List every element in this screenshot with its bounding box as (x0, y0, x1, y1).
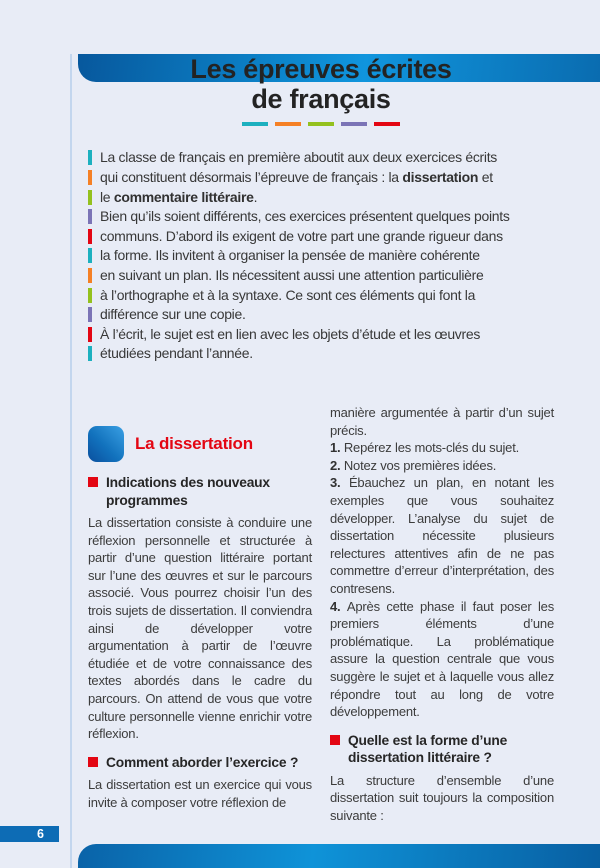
red-square-bullet (330, 735, 340, 745)
intro-paragraphs (88, 148, 554, 364)
intro-line-text: communs. D’abord ils exigent de votre part une grande rigueur dans (100, 227, 503, 244)
page-number: 6 (37, 827, 44, 841)
intro-line-accent-bar (88, 288, 92, 303)
title-underline-dashes (88, 122, 554, 126)
intro-line-text: Bien qu’ils soient différents, ces exercices présentent quelques points (100, 208, 510, 225)
subsection-heading-text: Quelle est la forme d’une dissertation littéraire ? (348, 732, 508, 766)
intro-line (88, 325, 554, 345)
body-paragraph: La structure d’ensemble d’une dissertation suit toujours la composition suivante : (330, 772, 554, 823)
blue-rounded-square-icon (88, 426, 124, 462)
intro-line (88, 266, 554, 286)
intro-line-accent-bar (88, 150, 92, 165)
intro-line (88, 344, 554, 364)
intro-line-text: à l’orthographe et à la syntaxe. Ce sont ces éléments qui font la (100, 286, 476, 303)
intro-line-text: différence sur une copie. (100, 306, 246, 323)
numbered-list-item: 3. Ébauchez un plan, en notant les exemples que vous souhaitez développer. L’analyse du sujet de dissertation nécessite plusieurs relectures attentives afin de ne pas commettre d’erreur d’interprétation, des contresens. (330, 475, 554, 596)
intro-line (88, 168, 554, 188)
left-column (88, 404, 312, 824)
list-item-number: 1. (330, 440, 344, 456)
intro-line (88, 227, 554, 247)
intro-line-accent-bar (88, 327, 92, 342)
title-underline-dash (374, 122, 400, 126)
intro-line (88, 286, 554, 306)
intro-line-text: La classe de français en première aboutit aux deux exercices écrits (100, 149, 498, 166)
intro-line-accent-bar (88, 248, 92, 263)
intro-line-text: en suivant un plan. Ils nécessitent aussi une attention particulière (100, 267, 484, 284)
body-paragraph: manière argumentée à partir d’un sujet précis. (330, 405, 554, 438)
body-paragraph: La dissertation est un exercice qui vous invite à composer votre réflexion de (88, 777, 312, 810)
title-underline-dash (341, 122, 367, 126)
intro-line-text: À l’écrit, le sujet est en lien avec les objets d’étude et les œuvres (100, 325, 481, 342)
intro-line-text: le commentaire littéraire. (100, 188, 258, 205)
intro-line-accent-bar (88, 190, 92, 205)
bottom-decoration-bar (78, 844, 600, 868)
page-title-line-1: Les épreuves écrites (190, 54, 452, 84)
two-column-layout (88, 404, 554, 824)
intro-line-accent-bar (88, 346, 92, 361)
section-title: La dissertation (135, 434, 253, 453)
intro-line-text: étudiées pendant l’année. (100, 345, 253, 362)
section-header (88, 426, 312, 462)
numbered-list-item: 1. Repérez les mots-clés du sujet. (330, 440, 520, 456)
list-item-number: 2. (330, 457, 344, 473)
right-column (330, 404, 554, 824)
intro-line-accent-bar (88, 268, 92, 283)
intro-line (88, 246, 554, 266)
title-underline-dash (275, 122, 301, 126)
intro-line-accent-bar (88, 307, 92, 322)
subsection-heading (88, 754, 312, 772)
left-column-blocks (88, 474, 312, 811)
title-underline-dash (242, 122, 268, 126)
intro-line-accent-bar (88, 209, 92, 224)
intro-line (88, 148, 554, 168)
intro-line-text: la forme. Ils invitent à organiser la pensée de manière cohérente (100, 247, 480, 264)
intro-line (88, 207, 554, 227)
list-item-number: 4. (330, 598, 347, 614)
page-number-tab (0, 826, 59, 842)
subsection-heading-text: Comment aborder l’exercice ? (106, 754, 299, 770)
red-square-bullet (88, 757, 98, 767)
intro-line-accent-bar (88, 170, 92, 185)
subsection-heading (330, 732, 554, 767)
subsection-heading (88, 474, 312, 509)
right-column-blocks (330, 404, 554, 824)
page-title-line-2: de français (251, 84, 391, 115)
title-underline-dash (308, 122, 334, 126)
body-paragraph: La dissertation consiste à conduire une réflexion personnelle et structurée à partir d’une question littéraire portant sur l’une des œuvres et sur le parcours associé. Vous pourrez choisir l’un des trois sujets de dissertation. Il conviendra ainsi de développer votre argumentation à partir de l’œuvre étudiée et de votre connaissance des textes abordés dans le cadre du parcours. On attend de vous que votre culture personnelle vienne enrichir votre réflexion. (88, 515, 312, 742)
red-square-bullet (88, 477, 98, 487)
page-content (0, 54, 600, 824)
list-item-number: 3. (330, 475, 349, 491)
subsection-heading-text: Indications des nouveaux programmes (106, 475, 270, 508)
intro-line-text: qui constituent désormais l’épreuve de français : la dissertation et (100, 169, 493, 186)
intro-line-accent-bar (88, 229, 92, 244)
numbered-list-item: 4. Après cette phase il faut poser les premiers éléments d’une problématique. La problématique assure la question centrale que vous suggère le sujet et à laquelle vous allez répondre tout au long de votre développement. (330, 598, 554, 720)
numbered-list-item: 2. Notez vos premières idées. (330, 457, 497, 473)
page-title (88, 54, 554, 114)
intro-line (88, 305, 554, 325)
intro-line (88, 188, 554, 208)
